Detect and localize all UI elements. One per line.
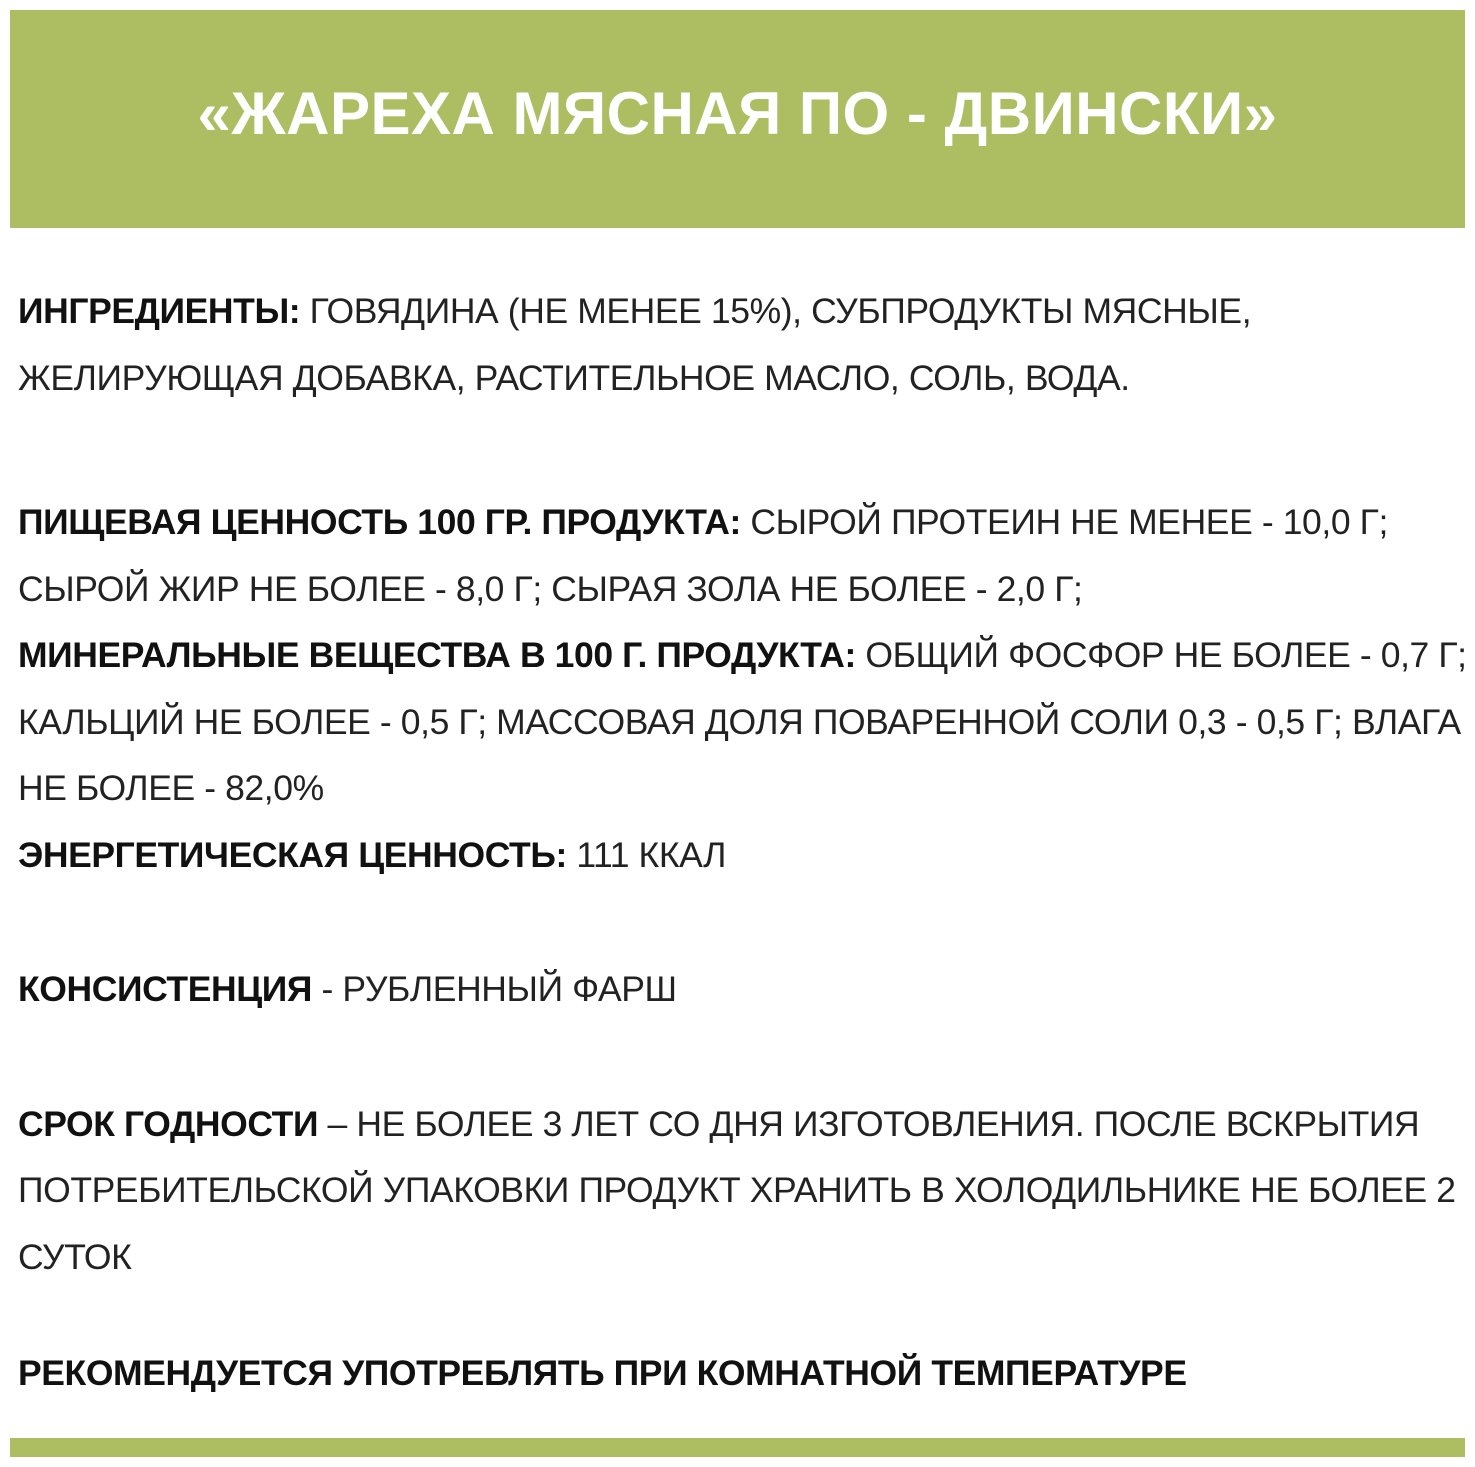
- nutrition-section: [18, 489, 1468, 622]
- minerals-text: ОБЩИЙ ФОСФОР НЕ БОЛЕЕ - 0,7 Г; КАЛЬЦИЙ НЕ БОЛЕЕ - 0,5 Г; МАССОВАЯ ДОЛЯ ПОВАРЕННОЙ СОЛИ 0,3 - 0,5 Г; ВЛАГА НЕ БОЛЕЕ - 82,0%: [18, 635, 1467, 808]
- energy-label: ЭНЕРГЕТИЧЕСКАЯ ЦЕННОСТЬ:: [18, 834, 567, 875]
- consistency-section: [18, 956, 1468, 1023]
- ingredients-label: ИНГРЕДИЕНТЫ:: [18, 291, 301, 331]
- minerals-label: МИНЕРАЛЬНЫЕ ВЕЩЕСТВА В 100 Г. ПРОДУКТА:: [18, 635, 856, 675]
- product-info: [18, 278, 1468, 1290]
- consistency-text: - РУБЛЕННЫЙ ФАРШ: [312, 969, 677, 1009]
- shelf-life-label: СРОК ГОДНОСТИ: [18, 1103, 319, 1144]
- minerals-section: [18, 622, 1468, 822]
- product-title: «ЖАРЕХА МЯСНАЯ ПО - ДВИНСКИ»: [197, 79, 1278, 147]
- energy-section: [18, 822, 1468, 889]
- ingredients-section: [18, 278, 1468, 411]
- consistency-label: КОНСИСТЕНЦИЯ: [18, 969, 312, 1009]
- energy-text: 111 ККАЛ: [566, 834, 727, 875]
- nutrition-label: ПИЩЕВАЯ ЦЕННОСТЬ 100 ГР. ПРОДУКТА:: [18, 502, 741, 542]
- shelf-life-text: – НЕ БОЛЕЕ 3 ЛЕТ СО ДНЯ ИЗГОТОВЛЕНИЯ. ПОСЛЕ ВСКРЫТИЯ ПОТРЕБИТЕЛЬСКОЙ УПАКОВКИ ПРОДУКТ ХРАНИТЬ В ХОЛОДИЛЬНИКЕ НЕ БОЛЕЕ 2 СУТОК: [18, 1103, 1456, 1277]
- footer-band: [10, 1438, 1465, 1457]
- nutrition-text: СЫРОЙ ПРОТЕИН НЕ МЕНЕЕ - 10,0 Г; СЫРОЙ ЖИР НЕ БОЛЕЕ - 8,0 Г; СЫРАЯ ЗОЛА НЕ БОЛЕЕ - 2,0 Г;: [18, 502, 1388, 609]
- shelf-life-section: [18, 1091, 1468, 1291]
- header-band: [10, 10, 1465, 228]
- recommendation-text: РЕКОМЕНДУЕТСЯ УПОТРЕБЛЯТЬ ПРИ КОМНАТНОЙ ТЕМПЕРАТУРЕ: [18, 1353, 1187, 1393]
- ingredients-text: ГОВЯДИНА (НЕ МЕНЕЕ 15%), СУБПРОДУКТЫ МЯСНЫЕ, ЖЕЛИРУЮЩАЯ ДОБАВКА, РАСТИТЕЛЬНОЕ МАСЛО, СОЛЬ, ВОДА.: [18, 291, 1252, 398]
